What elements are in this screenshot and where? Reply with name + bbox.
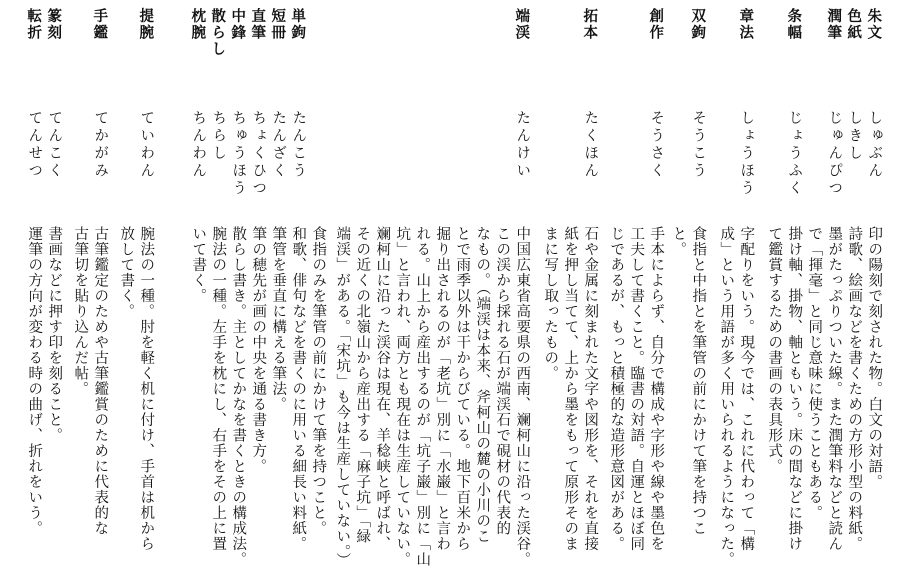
term: 潤筆 bbox=[825, 8, 843, 41]
description-line: 詩歌、絵画などを書くための方形小型の料紙。 bbox=[846, 226, 863, 552]
description-line: 和歌、俳句などを書くのに用いる細長い料紙。 bbox=[290, 226, 307, 552]
reading: しゅぶん bbox=[866, 110, 883, 180]
description-line: 掛け軸、掛物、軸ともいう。床の間などに掛け bbox=[786, 226, 803, 552]
description-line: 斓柯山に沿った渓谷は現在、羊稔峡と呼ばれ、 bbox=[374, 226, 391, 552]
description-line: で「揮毫」と同じ意味に使うこともある。 bbox=[806, 226, 823, 521]
description-line: なもの。（端渓は本来、斧柯山の麓の小川のこ bbox=[474, 226, 491, 545]
description-line: じであるが、もっと積極的な造形意図がある。 bbox=[608, 226, 625, 552]
description-line: この渓から採れる石が端渓石で硯材の代表的 bbox=[494, 226, 511, 536]
description-line: 腕法の一種。肘を軽く机に付け、手首は机から bbox=[138, 226, 155, 552]
description-line: 食指のみを筆管の前にかけて筆を持つこと。 bbox=[310, 226, 327, 536]
reading: てかがみ bbox=[92, 110, 109, 180]
reading: ちんわん bbox=[190, 110, 207, 180]
description-line: 腕法の一種。左手を枕にし、右手をその上に置 bbox=[210, 226, 227, 552]
term: 拓本 bbox=[581, 8, 599, 41]
term: 転折 bbox=[25, 8, 43, 41]
reading: たんけい bbox=[514, 110, 531, 180]
reading: そうこう bbox=[690, 110, 707, 180]
description-line: 古筆鑑定のためや古筆鑑賞のために代表的な bbox=[92, 226, 109, 536]
reading: しょうほう bbox=[738, 110, 755, 198]
description-line: 坑」と言われ、両方とも現在は生産していない。 bbox=[394, 226, 411, 567]
reading: ちらし bbox=[210, 110, 227, 163]
description-line: と。 bbox=[670, 226, 687, 257]
reading: たくほん bbox=[582, 110, 599, 180]
description-line: 書画などに押す印を刻ること。 bbox=[46, 226, 63, 443]
term: 中鋒 bbox=[229, 8, 247, 41]
reading: そうさく bbox=[648, 110, 665, 180]
term: 散らし bbox=[209, 8, 227, 58]
reading: じゅんぴつ bbox=[826, 110, 843, 198]
term: 手鑑 bbox=[91, 8, 109, 41]
term: 端渓 bbox=[513, 8, 531, 41]
term: 創作 bbox=[647, 8, 665, 41]
description-line: 筆の穂先が画の中央を通る書き方。 bbox=[250, 226, 267, 474]
term: 条幅 bbox=[785, 8, 803, 41]
term: 枕腕 bbox=[189, 8, 207, 41]
description-line: 手本によらず、自分で構成や字形や線や墨色を bbox=[648, 226, 665, 552]
description-line: 放して書く。 bbox=[118, 226, 135, 319]
description-line: 掘り出されるのが「老坑」別に「水巌」と言わ bbox=[434, 226, 451, 552]
term: 章法 bbox=[737, 8, 755, 41]
reading: たんこう bbox=[290, 110, 307, 180]
reading: しきし bbox=[846, 110, 863, 163]
term: 提腕 bbox=[137, 8, 155, 41]
description-line: れる。山上から産出するのが「坑子巌」別に「山 bbox=[414, 226, 431, 567]
description-line: て鑑賞するための書画の表具形式。 bbox=[766, 226, 783, 474]
description-line: 紙を押し当てて、上から墨をもって原形そのま bbox=[562, 226, 579, 552]
description-line: 工夫して書くこと。臨書の対語。自運とほぼ同 bbox=[628, 226, 645, 552]
description-line: 古筆切を貼り込んだ帖。 bbox=[72, 226, 89, 397]
description-line: 印の陽刻で刻された物。白文の対語。 bbox=[866, 226, 883, 490]
description-line: 食指と中指とを筆管の前にかけて筆を持つこ bbox=[690, 226, 707, 536]
description-line: 散らし書き。主としてかなを書くときの構成法。 bbox=[230, 226, 247, 567]
term: 色紙 bbox=[845, 8, 863, 41]
reading: たんざく bbox=[270, 110, 287, 180]
reading: てんせつ bbox=[26, 110, 43, 180]
reading: てんこく bbox=[46, 110, 63, 180]
term: 篆刻 bbox=[45, 8, 63, 41]
description-line: 石や金属に刻まれた文字や図形を、それを直接 bbox=[582, 226, 599, 552]
description-line: 墨がたっぷりついた線。また潤筆料などと読ん bbox=[826, 226, 843, 552]
description-line: 成」という用語が多く用いられるようになった。 bbox=[718, 226, 735, 567]
reading: ていわん bbox=[138, 110, 155, 180]
term: 双鉤 bbox=[689, 8, 707, 41]
description-line: 筆管を垂直に構える筆法。 bbox=[270, 226, 287, 412]
description-line: その近くの北嶺山から産出する「麻子坑」「緑 bbox=[354, 226, 371, 545]
term: 単鉤 bbox=[289, 8, 307, 41]
description-line: いて書く。 bbox=[190, 226, 207, 304]
term: 直筆 bbox=[249, 8, 267, 41]
reading: ちゅうほう bbox=[230, 110, 247, 198]
description-line: 運筆の方向が変わる時の曲げ、折れをいう。 bbox=[26, 226, 43, 536]
description-line: とで雨季以外は干からびている。地下百米から bbox=[454, 226, 471, 552]
description-line: まに写し取ったもの。 bbox=[542, 226, 559, 381]
reading: ちょくひつ bbox=[250, 110, 267, 198]
description-line: 端渓」がある。「宋坑」も今は生産していない。） bbox=[334, 226, 351, 568]
term: 朱文 bbox=[865, 8, 883, 41]
description-line: 字配りをいう。現今では、これに代わって「構 bbox=[738, 226, 755, 552]
reading: じょうふく bbox=[786, 110, 803, 198]
term: 短冊 bbox=[269, 8, 287, 41]
description-line: 中国広東省高要県の西南、斓柯山に沿った渓谷。 bbox=[514, 226, 531, 567]
